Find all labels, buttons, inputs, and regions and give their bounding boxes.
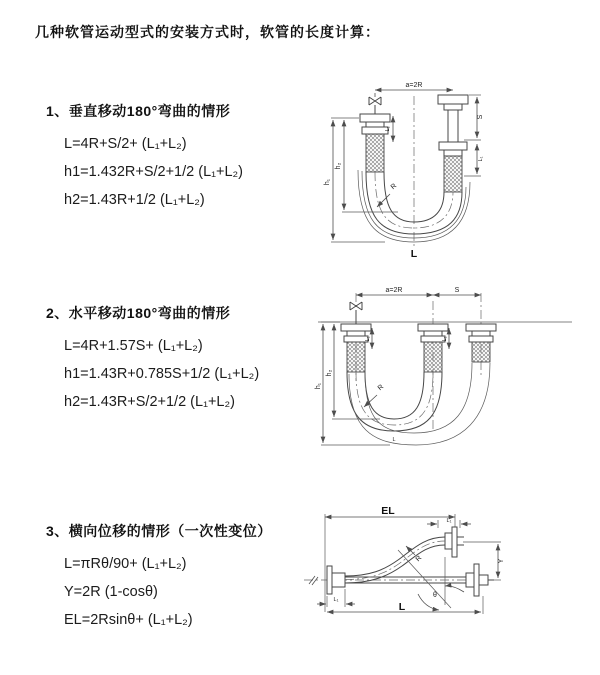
right-fitting	[438, 95, 468, 156]
formula-line: L=4R+1.57S+ (L₁+L₂)	[64, 338, 203, 354]
section-2-heading: 2、水平移动180°弯曲的情形	[46, 305, 231, 321]
svg-text:h₁: h₁	[324, 178, 331, 186]
right-flange	[466, 564, 494, 596]
svg-text:R: R	[414, 554, 424, 564]
svg-text:L₁: L₁	[365, 336, 371, 342]
formula-line: L=4R+S/2+ (L₁+L₂)	[64, 136, 187, 152]
svg-text:R: R	[376, 383, 386, 393]
formula-line: EL=2Rsinθ+ (L₁+L₂)	[64, 612, 193, 628]
dim-l	[327, 596, 483, 614]
formula-line: h1=1.432R+S/2+1/2 (L₁+L₂)	[64, 164, 244, 180]
svg-text:L₁: L₁	[385, 126, 391, 132]
hose-u-bend-near	[347, 372, 442, 431]
valve-icon	[369, 97, 381, 114]
length-label: L	[410, 248, 418, 260]
svg-text:a=2R: a=2R	[385, 287, 403, 294]
left-flange	[327, 566, 345, 594]
diagram-horizontal-u-bend	[310, 281, 598, 453]
section-3-heading: 3、横向位移的情形（一次性变位）	[46, 523, 272, 539]
section-1-formulas	[64, 130, 321, 214]
svg-text:R: R	[389, 182, 399, 192]
svg-text:S: S	[454, 287, 460, 294]
dim-l1-bottom	[317, 589, 355, 607]
svg-text:h₂: h₂	[326, 369, 333, 377]
section-1-heading: 1、垂直移动180°弯曲的情形	[46, 103, 231, 119]
svg-text:θ: θ	[433, 592, 437, 599]
svg-text:L₁: L₁	[333, 597, 339, 603]
diagram-lateral-displacement	[298, 500, 596, 658]
page-title: 几种软管运动型式的安装方式时，软管的长度计算：	[35, 24, 380, 40]
svg-text:Y: Y	[498, 558, 505, 564]
upper-flange	[445, 527, 464, 557]
section-lateral-displacement	[46, 521, 321, 634]
dim-s	[433, 287, 481, 295]
svg-text:h₂: h₂	[335, 162, 342, 170]
dim-span-2r	[356, 287, 433, 295]
svg-text:h₁: h₁	[315, 382, 322, 390]
svg-text:L₁: L₁	[478, 156, 484, 162]
section-2-formulas	[64, 332, 321, 416]
formula-line: h2=1.43R+S/2+1/2 (L₁+L₂)	[64, 394, 235, 410]
svg-text:a=2R: a=2R	[405, 82, 423, 89]
formula-line: h2=1.43R+1/2 (L₁+L₂)	[64, 192, 205, 208]
left-fitting	[341, 324, 371, 372]
dim-l1-top	[427, 518, 471, 528]
right-fitting	[466, 324, 496, 362]
svg-text:L₁: L₁	[446, 518, 452, 524]
formula-line: h1=1.43R+0.785S+1/2 (L₁+L₂)	[64, 366, 260, 382]
section-vertical-movement	[46, 101, 321, 214]
svg-text:EL: EL	[381, 505, 395, 517]
svg-text:S: S	[477, 114, 484, 120]
curved-hose	[345, 537, 445, 583]
formula-line: Y=2R (1-cosθ)	[64, 584, 158, 600]
middle-fitting	[418, 324, 448, 372]
formula-line: L=πRθ/90+ (L₁+L₂)	[64, 556, 187, 572]
section-3-formulas	[64, 550, 321, 634]
svg-text:L₁: L₁	[442, 336, 448, 342]
braided-hose	[444, 156, 462, 192]
section-horizontal-movement	[46, 303, 321, 416]
braided-hose	[366, 134, 384, 172]
theta-angle	[418, 586, 464, 610]
length-label: L	[392, 437, 396, 443]
svg-text:L: L	[398, 601, 406, 613]
diagram-vertical-u-bend	[313, 70, 585, 260]
